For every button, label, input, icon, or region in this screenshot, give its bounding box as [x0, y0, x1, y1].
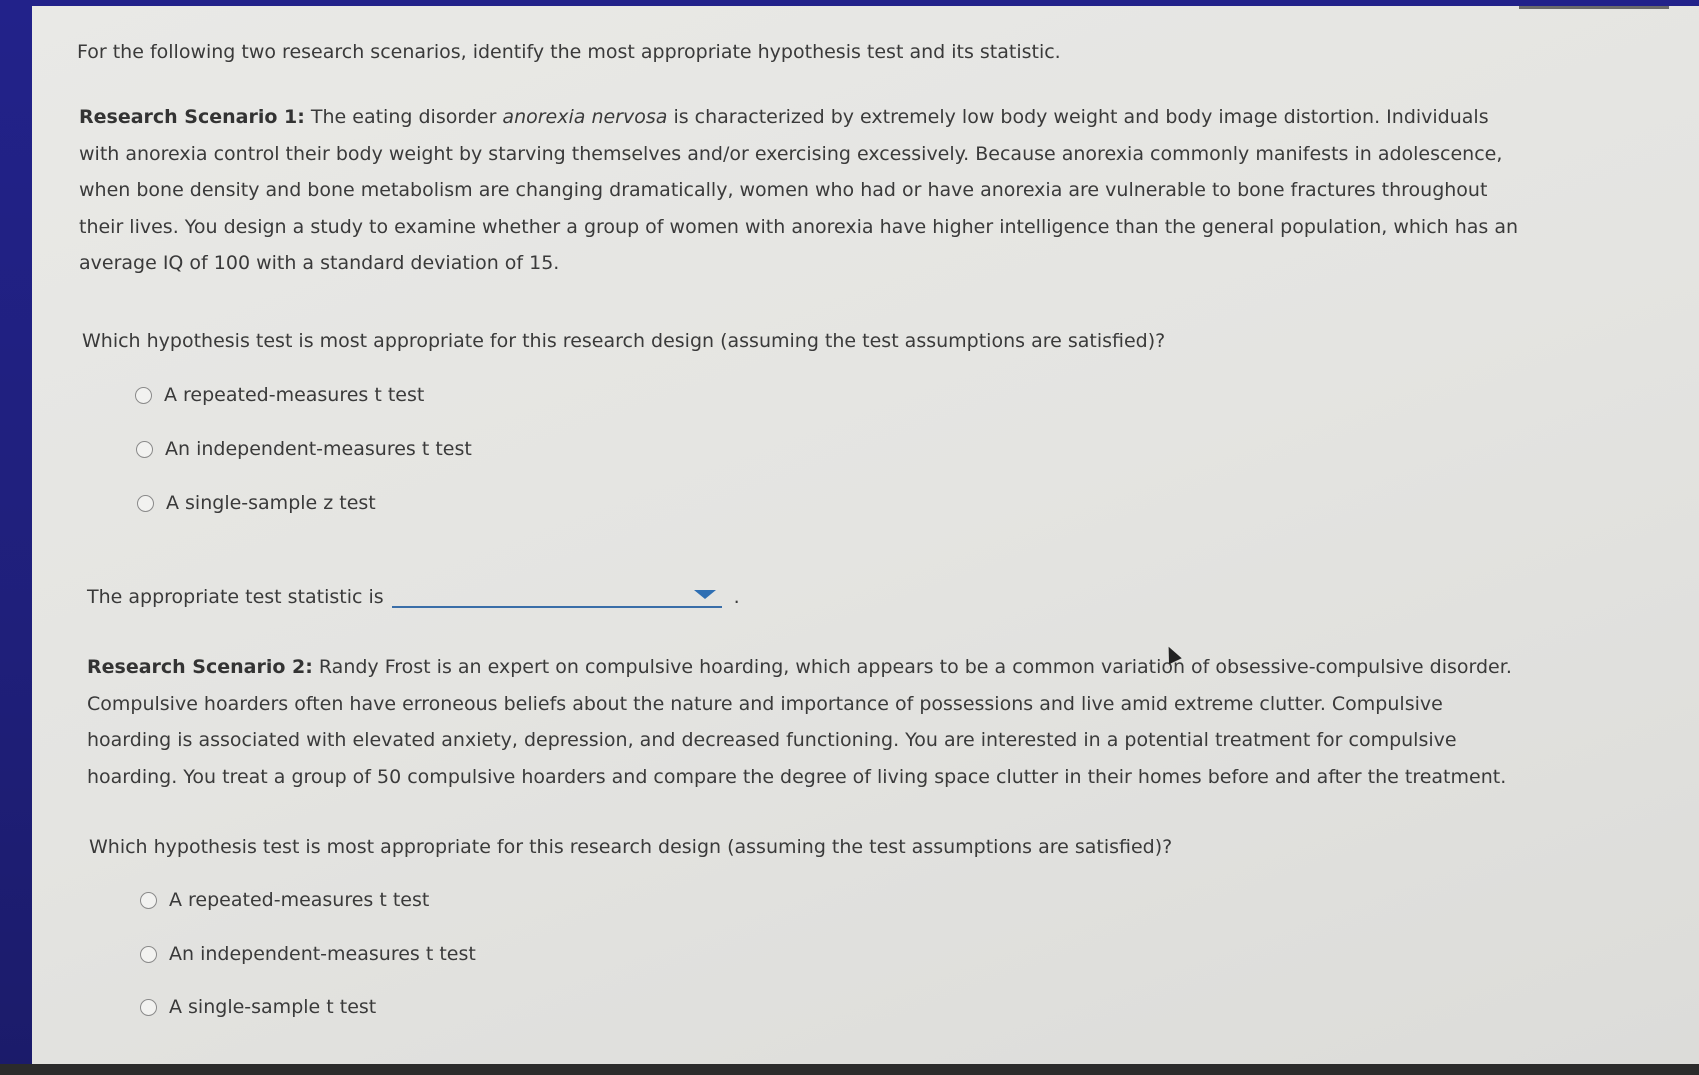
scenario-2-question: Which hypothesis test is most appropriate for this research design (assuming the test assumptions are satisfied)?: [89, 836, 1173, 858]
radio-button[interactable]: [140, 946, 157, 963]
instructions-text: For the following two research scenarios, identify the most appropriate hypothesis test and its statistic.: [77, 41, 1061, 63]
radio-button[interactable]: [137, 495, 154, 512]
option-label: A repeated-measures t test: [169, 889, 430, 911]
scenario-2-option-2[interactable]: [140, 943, 476, 965]
scenario-2-label: Research Scenario 2:: [87, 656, 313, 678]
option-label: A repeated-measures t test: [164, 384, 425, 406]
radio-button[interactable]: [135, 387, 152, 404]
radio-button[interactable]: [140, 999, 157, 1016]
scenario-2-option-3[interactable]: [140, 996, 376, 1018]
scenario-1-text-before: The eating disorder: [304, 106, 503, 128]
scenario-1-option-2[interactable]: [136, 438, 472, 460]
option-label: An independent-measures t test: [165, 438, 472, 460]
scenario-2-body: Randy Frost is an expert on compulsive hoarding, which appears to be a common variation of obsessive-compulsive disorder. Compulsive hoarders often have erroneous beliefs about the nature and importance of possessions and live amid extreme clutter. Compulsive hoarding is associated with elevated anxiety, depression, and decreased functioning. You are interested in a potential treatment for compulsive hoarding. You treat a group of 50 compulsive hoarders and compare the degree of living space clutter in their homes before and after the treatment.: [87, 656, 1512, 788]
chevron-down-icon[interactable]: [694, 590, 716, 599]
scenario-1-label: Research Scenario 1:: [79, 106, 305, 128]
question-page: [32, 6, 1699, 1064]
scenario-1-text-after: is characterized by extremely low body weight and body image distortion. Individuals with anorexia control their body weight by starving themselves and/or exercising excessively. Because anorexia commonly manifests in adolescence, when bone density and bone metabolism are changing dramatically, women who had or have anorexia are vulnerable to bone fractures throughout their lives. You design a study to examine whether a group of women with anorexia have higher intelligence than the general population, which has an average IQ of 100 with a standard deviation of 15.: [79, 106, 1519, 274]
top-tab-indicator: [1519, 6, 1669, 9]
scenario-1-option-1[interactable]: [135, 384, 424, 406]
scenario-2-text: [87, 649, 1527, 795]
radio-button[interactable]: [140, 892, 157, 909]
option-label: A single-sample t test: [169, 996, 377, 1018]
option-label: An independent-measures t test: [169, 943, 476, 965]
option-label: A single-sample z test: [166, 492, 376, 514]
scenario-1-question: Which hypothesis test is most appropriate for this research design (assuming the test assumptions are satisfied)?: [82, 330, 1166, 352]
radio-button[interactable]: [136, 441, 153, 458]
scenario-2-option-1[interactable]: [140, 889, 429, 911]
test-statistic-label: The appropriate test statistic is: [87, 586, 384, 608]
test-statistic-dropdown[interactable]: [392, 580, 722, 608]
scenario-1-option-3[interactable]: [137, 492, 376, 514]
scenario-1-text: [79, 99, 1519, 282]
sentence-period: .: [733, 586, 740, 608]
screen-bottom-bezel: [0, 1064, 1699, 1075]
scenario-1-italic-term: anorexia nervosa: [502, 106, 668, 128]
test-statistic-row: [87, 580, 740, 608]
